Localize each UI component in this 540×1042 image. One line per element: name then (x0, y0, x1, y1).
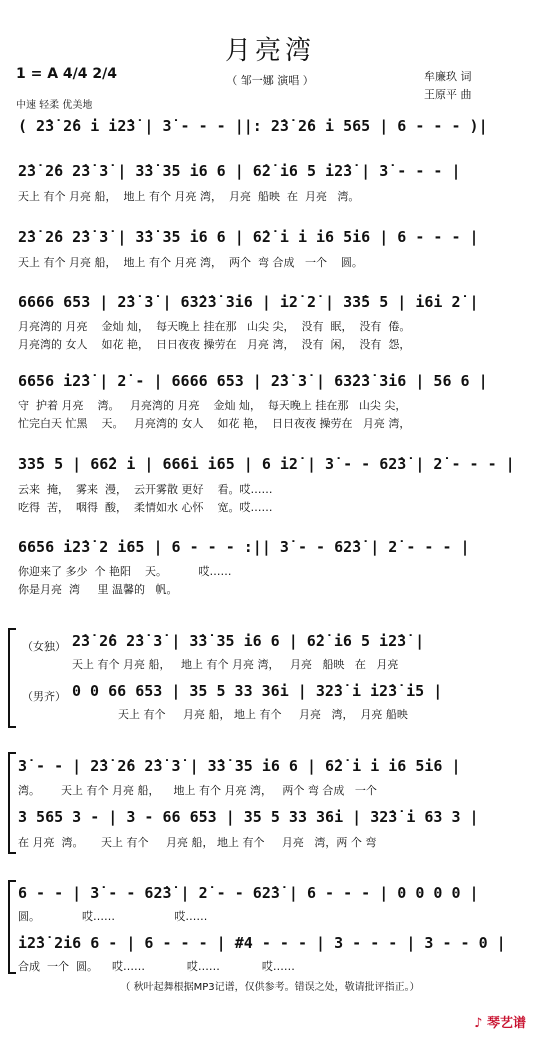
lyric-line-4b: 忙完白天 忙黑 天。 月亮湾的 女人 如花 艳， 日日夜夜 操劳在 月亮 湾， (18, 417, 411, 430)
lyric-line-6a: 你迎来了 多少 个 艳阳 天。 哎…… (18, 565, 232, 578)
system-bracket (8, 752, 16, 854)
lyric-line-female-1: 天上 有个 月亮 船， 地上 有个 月亮 湾， 月亮 船映 在 月亮 (72, 658, 399, 671)
lyric-line-female-2: 湾。 天上 有个 月亮 船， 地上 有个 月亮 湾， 两个 弯 合成 一个 (18, 784, 377, 797)
score-line-6: 6656 i2̇3̇ 2 i65 | 6 - - - :|| 3̇ - - 62̇3̇ | 2̇ - - - | (18, 538, 470, 556)
lyric-line-5a: 云来 掩， 雾来 漫， 云开雾散 更好 看。哎…… (18, 483, 273, 496)
score-line-female-2: 3̇ - - | 2̇3̇ 2̇6 2̇3̇ 3̇ | 3̇3̇ 35 i6 6 | 6̇2̇ i i i6 5i6 | (18, 757, 461, 775)
key-signature: 1 = A 4/4 2/4 (16, 66, 117, 82)
site-logo[interactable] (474, 1012, 526, 1031)
tempo-marking: 中速 轻柔 优美地 (16, 100, 93, 111)
score-line-male-1: 0 0 66 653 | 35 5 33 36i | 32̇3̇ i i2̇3̇ i5 | (72, 682, 443, 700)
score-line-4: 6656 i2̇3̇ | 2̇ - | 6666 653 | 2̇3̇ 3̇ | 63̇2̇3̇ 3̇i6 | 56 6 | (18, 372, 488, 390)
score-line-3: 6666 653 | 2̇3̇ 3̇ | 63̇2̇3̇ 3̇i6 | i2̇ 2̇ | 33̇5 5 | i6i 2̇ | (18, 293, 479, 311)
part-label-male: （男齐） (22, 690, 66, 703)
score-line-female-3: 6 - - | 3̇ - - 62̇3̇ | 2̇ - - 62̇3̇ | 6 - - - | 0 0 0 0 | (18, 884, 479, 902)
score-line-2: 2̇3̇ 2̇6 2̇3̇ 3̇ | 3̇3̇ 35 i6 6 | 6̇2̇ i i i6 5i6 | 6 - - - | (18, 228, 479, 246)
score-line-female-1: 2̇3̇ 2̇6 2̇3̇ 3̇ | 3̇3̇ 35 i6 6 | 6̇2̇ i6 5 i2̇3̇ | (72, 632, 425, 650)
system-bracket (8, 628, 16, 728)
lyric-line-male-3: 合成 一个 圆。 哎…… 哎…… 哎…… (18, 960, 295, 973)
lyric-line-3b: 月亮湾的 女人 如花 艳， 日日夜夜 操劳在 月亮 湾， 没有 闲， 没有 怨， (18, 338, 411, 351)
lyric-line-5b: 吃得 苦， 咽得 酸， 柔情如水 心怀 宽。哎…… (18, 501, 273, 514)
lyric-line-1: 天上 有个 月亮 船， 地上 有个 月亮 湾， 月亮 船映 在 月亮 湾。 (18, 190, 360, 203)
page-title: 月亮湾 (224, 36, 315, 66)
composer-credit: 王原平 曲 (424, 88, 472, 101)
score-line-male-3: i2̇3̇ 2i6 6 - | 6 - - - | #4 - - - | 3 - - - | 3 - - 0 | (18, 934, 506, 952)
logo-icon: ♪ (474, 1016, 487, 1031)
lyric-line-3a: 月亮湾的 月亮 金灿 灿， 每天晚上 挂在那 山尖 尖， 没有 眠， 没有 倦。 (18, 320, 411, 333)
lyric-line-female-3: 圆。 哎…… 哎…… (18, 910, 208, 923)
lyric-line-4a: 守 护着 月亮 湾。 月亮湾的 月亮 金灿 灿， 每天晚上 挂在那 山尖 尖， (18, 399, 407, 412)
lyric-line-male-2: 在 月亮 湾。 天上 有个 月亮 船， 地上 有个 月亮 湾，两 个 弯 (18, 836, 377, 849)
score-line-intro: ( 2̇3̇ 2̇6 i i2̇3̇ | 3̇ - - - ||: 2̇3̇ 2̇6 i 565 | 6 - - - )| (18, 117, 488, 135)
performer-subtitle: （ 邹一娜 演唱 ） (226, 74, 314, 87)
score-line-5: 33̇5 5 | 66̇2 i | 666i i65 | 6 i2̇ | 3̇ - - 62̇3̇ | 2̇ - - - | (18, 455, 515, 473)
part-label-female: （女独） (22, 640, 66, 653)
system-bracket (8, 880, 16, 974)
lyric-line-male-1: 天上 有个 月亮 船， 地上 有个 月亮 湾， 月亮 船映 (118, 708, 408, 721)
score-line-1: 2̇3̇ 2̇6 2̇3̇ 3̇ | 3̇3̇ 35 i6 6 | 6̇2̇ i6 5 i2̇3̇ | 3̇ - - - | (18, 162, 461, 180)
score-line-male-2: 3 565 3 - | 3 - 66 653 | 35 5 33 36i | 32̇3̇ i 63 3 | (18, 808, 479, 826)
lyric-line-2: 天上 有个 月亮 船， 地上 有个 月亮 湾， 两个 弯 合成 一个 圆。 (18, 256, 363, 269)
footer-note: （ 秋叶起舞根据MP3记谱，仅供参考。错误之处，敬请批评指正。） (120, 982, 420, 993)
logo-text: 琴艺谱 (486, 1016, 526, 1031)
lyricist-credit: 牟廉玖 词 (424, 70, 472, 83)
lyric-line-6b: 你是月亮 湾 里 温馨的 帆。 (18, 583, 178, 596)
